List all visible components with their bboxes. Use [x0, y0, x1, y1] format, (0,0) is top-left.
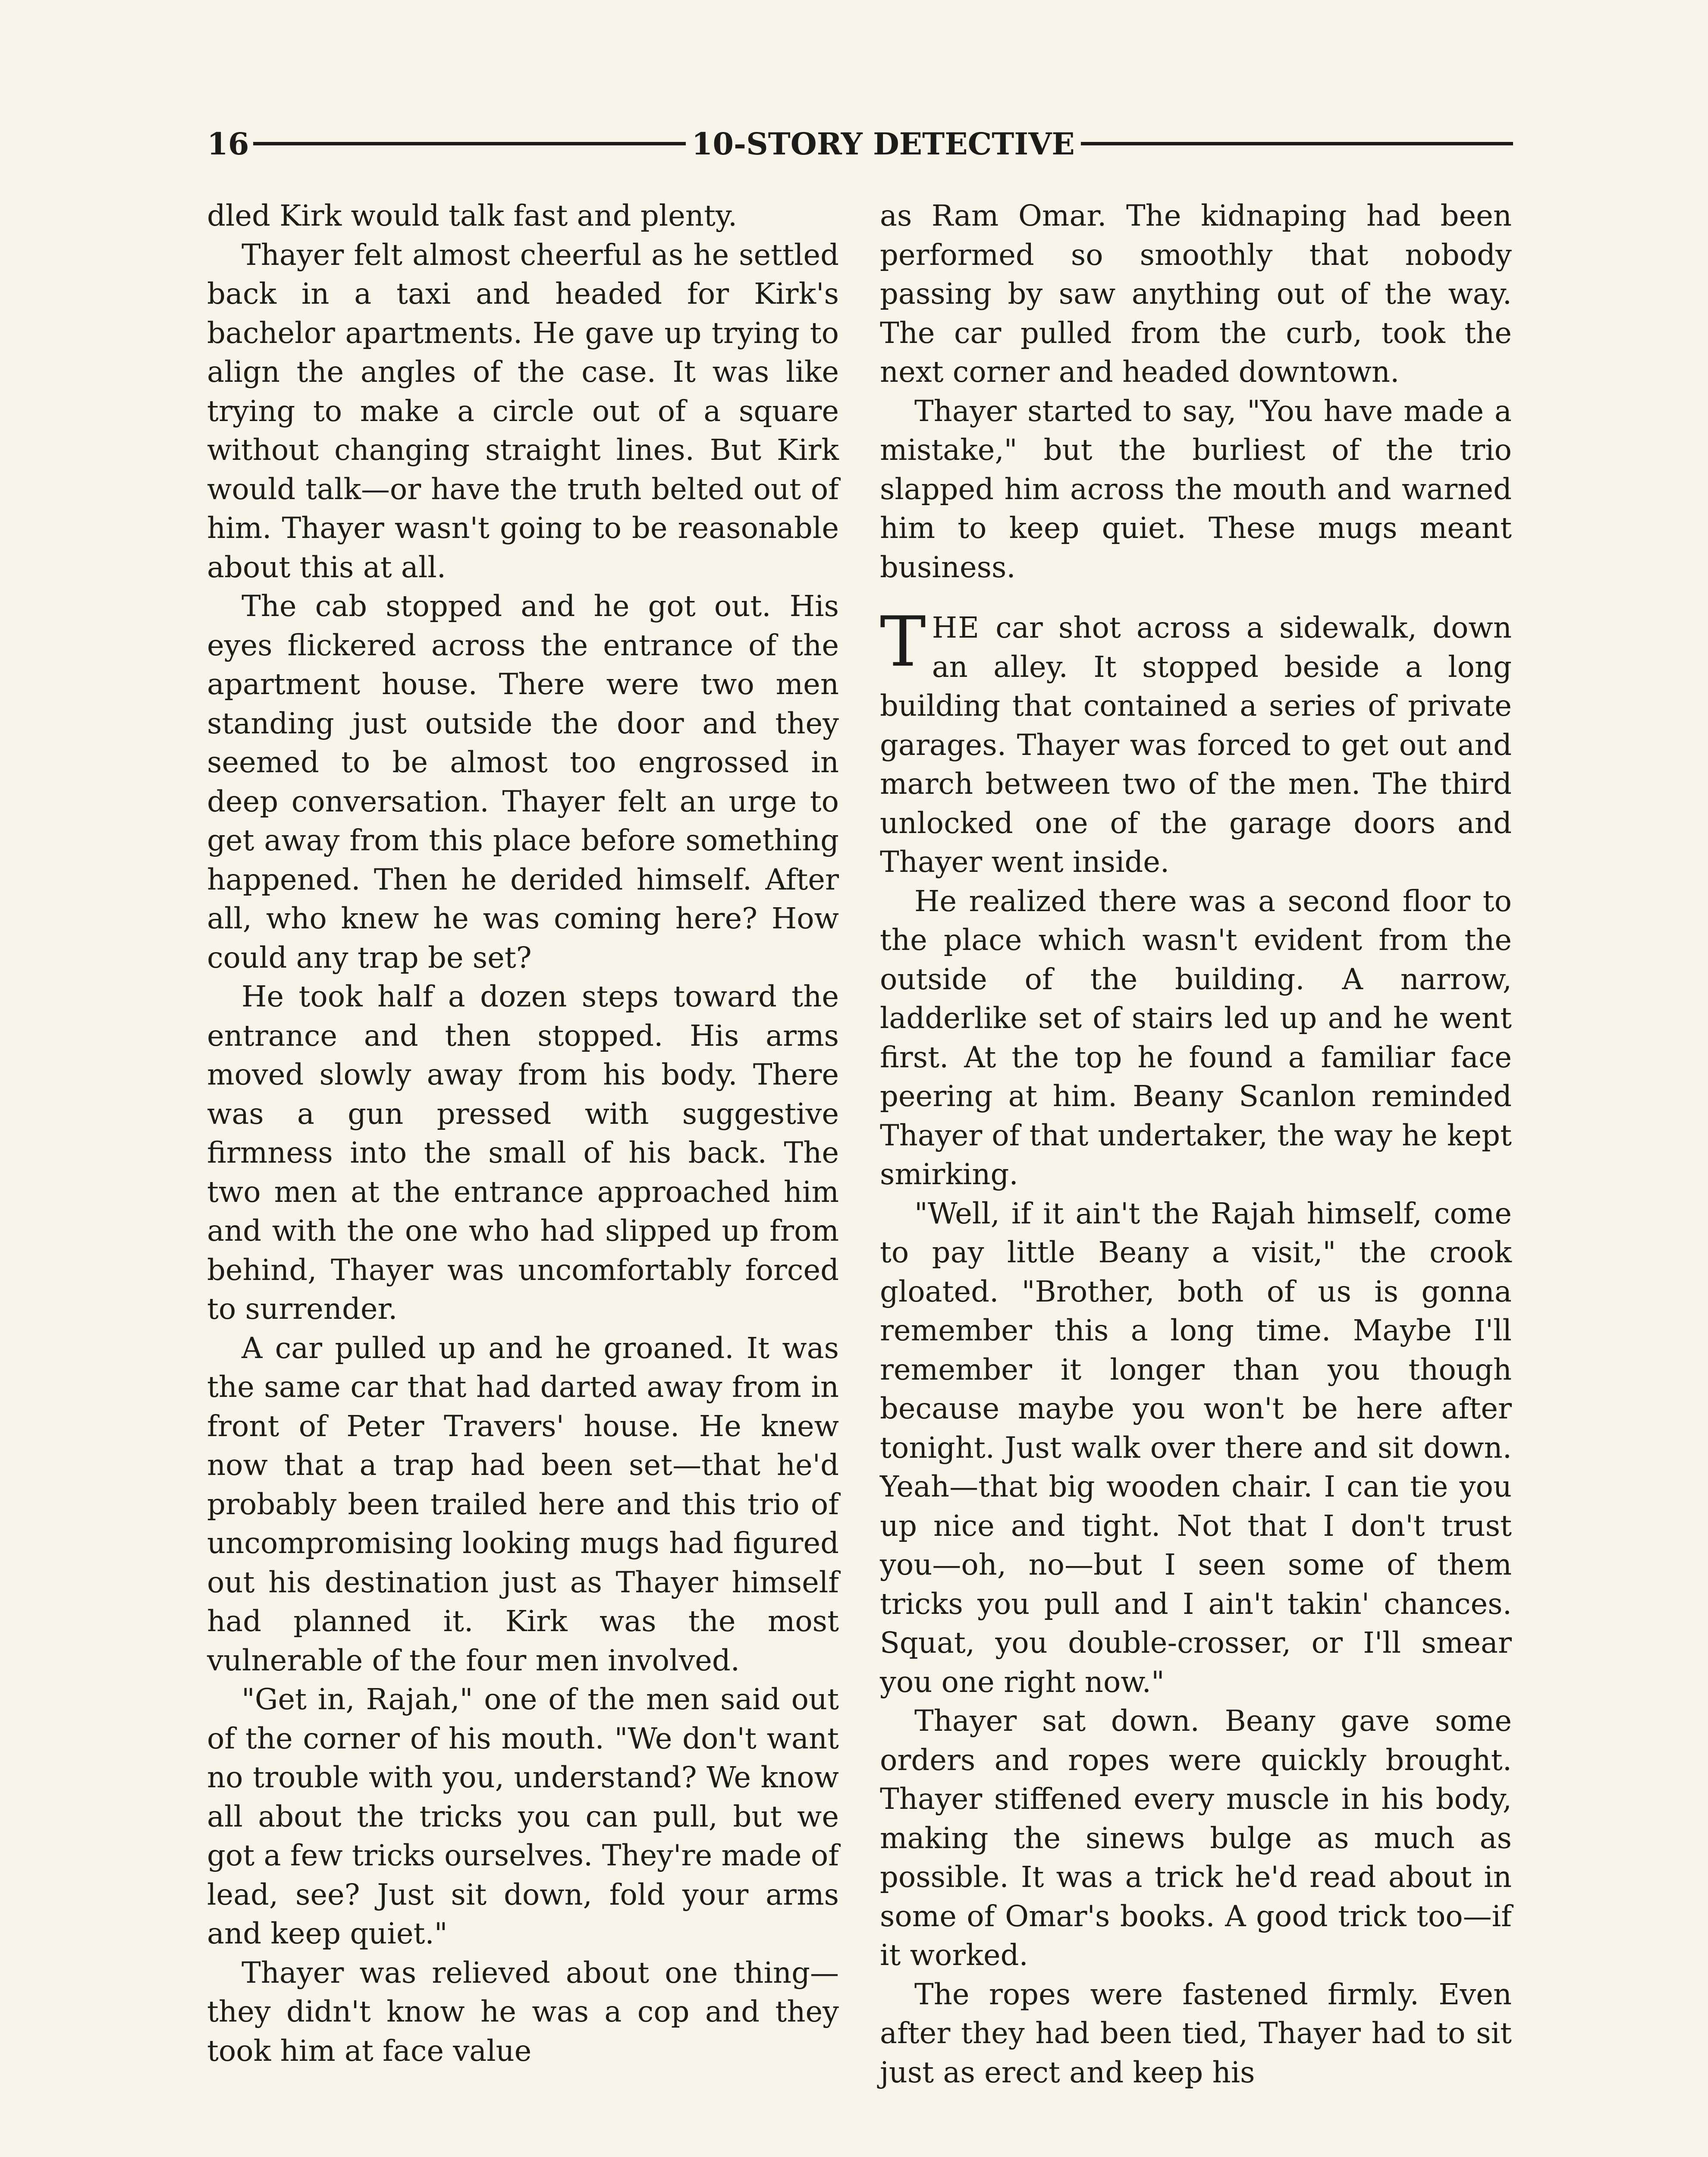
page-header [207, 111, 1513, 176]
section-opening-paragraph [880, 601, 1512, 882]
section-paragraph-text: car shot across a sidewalk, down an alley. It stopped beside a long building that contained a series of private garages. Thayer was forced to get out and march between two of the men. The third unlocked one of the garage doors and Thayer went inside. [880, 611, 1512, 879]
paragraph: Thayer felt almost cheerful as he settled back in a taxi and headed for Kirk's bachelor apartments. He gave up trying to align the angles of the case. It was like trying to make a circle out of a square without changing straight lines. But Kirk would talk—or have the truth belted out of him. Thayer wasn't going to be reasonable about this at all. [207, 238, 839, 584]
paragraph: He realized there was a second floor to the place which wasn't evident from the outside of the building. A narrow, ladderlike set of stairs led up and he went first. At the top he found a familiar face peering at him. Beany Scanlon reminded Thayer of that undertaker, the way he kept smirking. [880, 884, 1512, 1191]
paragraph: as Ram Omar. The kidnaping had been performed so smoothly that nobody passing by saw anything out of the way. The car pulled from the curb, took the next corner and headed downtown. [880, 199, 1512, 389]
header-rule-right [1081, 142, 1513, 145]
paragraph: Thayer was relieved about one thing—they didn't know he was a cop and they took him at face value [207, 1956, 839, 2068]
left-column [207, 196, 839, 2070]
magazine-title: 10-STORY DETECTIVE [691, 126, 1075, 162]
paragraph: The ropes were fastened firmly. Even after they had been tied, Thayer had to sit just as erect and keep his [880, 1977, 1512, 2089]
paragraph: Thayer started to say, "You have made a mistake," but the burliest of the trio slapped him across the mouth and warned him to keep quiet. These mugs meant business. [880, 394, 1512, 584]
paragraph: He took half a dozen steps toward the entrance and then stopped. His arms moved slowly away from his body. There was a gun pressed with suggestive firmness into the small of his back. The two men at the entrance approached him and with the one who had slipped up from behind, Thayer was uncomfortably forced to surrender. [207, 980, 839, 1326]
paragraph: dled Kirk would talk fast and plenty. [207, 199, 738, 233]
paragraph: Thayer sat down. Beany gave some orders and ropes were quickly brought. Thayer stiffened every muscle in his body, making the sinews bulge as much as possible. It was a trick he'd read about in some of Omar's books. A good trick too—if it worked. [880, 1704, 1512, 1972]
paragraph: The cab stopped and he got out. His eyes flickered across the entrance of the apartment house. There were two men standing just outside the door and they seemed to be almost too engrossed in deep conversation. Thayer felt an urge to get away from this place before something happened. Then he derided himself. After all, who knew he was coming here? How could any trap be set? [207, 589, 839, 975]
section-first-word: HE [932, 611, 980, 645]
header-rule-left [253, 142, 685, 145]
paragraph: A car pulled up and he groaned. It was the same car that had darted away from in front of Peter Travers' house. He knew now that a trap had been set—that he'd probably been trailed here and this trio of uncompromising looking mugs had figured out his destination just as Thayer himself had planned it. Kirk was the most vulnerable of the four men involved. [207, 1331, 839, 1677]
right-column [880, 196, 1512, 2092]
drop-cap: T [880, 601, 926, 682]
paragraph: "Get in, Rajah," one of the men said out of the corner of his mouth. "We don't want no trouble with you, understand? We know all about the tricks you can pull, but we got a few tricks ourselves. They're made of lead, see? Just sit down, fold your arms and keep quiet." [207, 1682, 839, 1950]
page-number: 16 [207, 126, 249, 162]
paragraph: "Well, if it ain't the Rajah himself, come to pay little Beany a visit," the crook gloated. "Brother, both of us is gonna remember this a long time. Maybe I'll remember it longer than you though because maybe you won't be here after tonight. Just walk over there and sit down. Yeah—that big wooden chair. I can tie you up nice and tight. Not that I don't trust you—oh, no—but I seen some of them tricks you pull and I ain't takin' chances. Squat, you double-crosser, or I'll smear you one right now." [880, 1196, 1512, 1699]
